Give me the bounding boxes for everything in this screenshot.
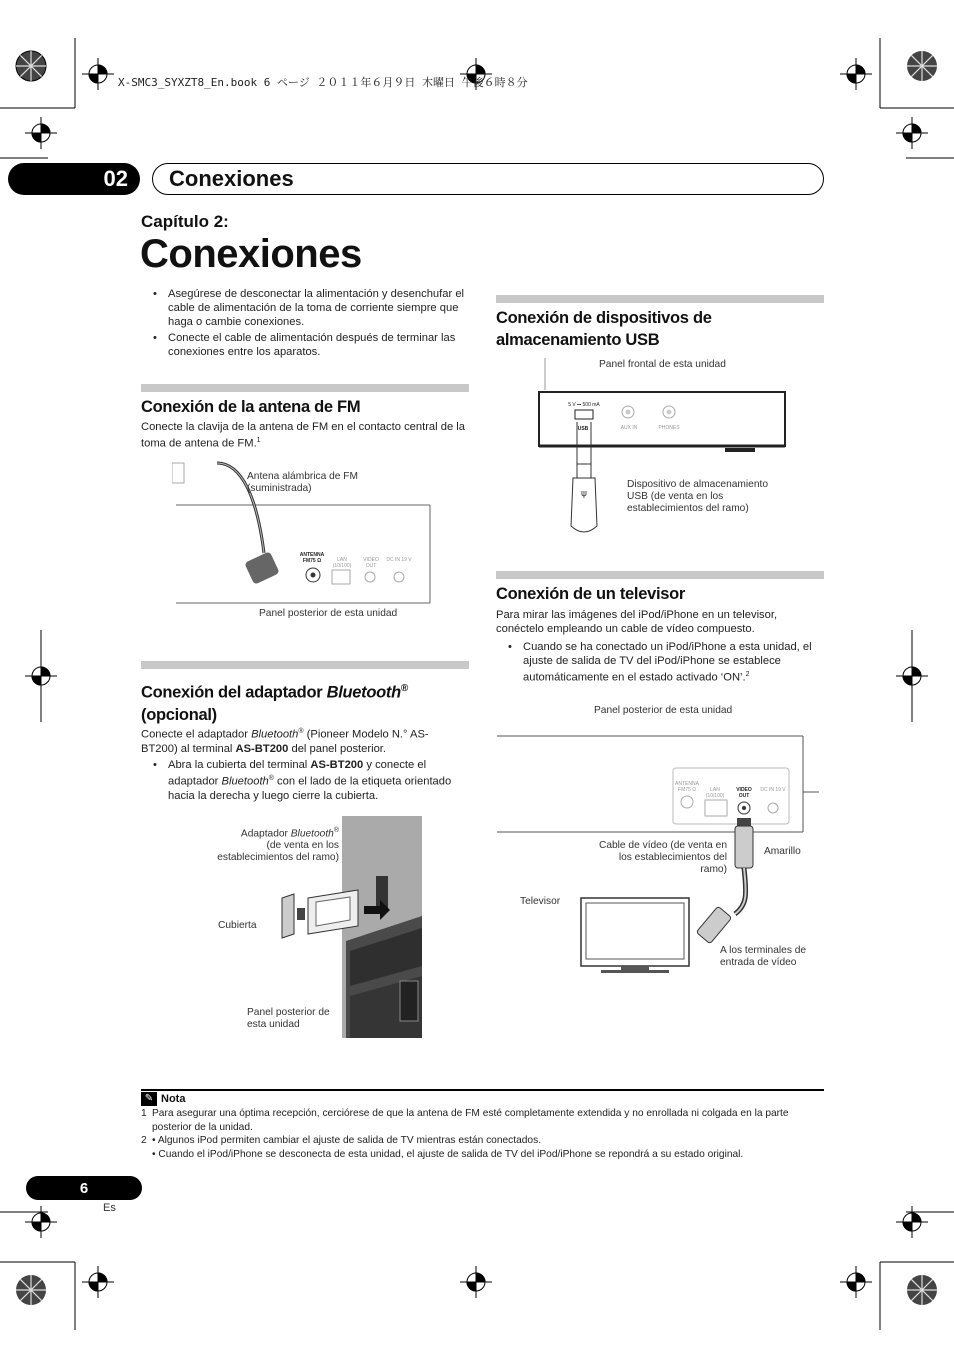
jack-label-dc: DC IN 19 V [760,787,786,793]
list-item: • Asegúrese de desconectar la alimentación y desenchufar el cable de alimentación de la toma de corriente siempre que haga o cambie conexiones. [141,287,471,329]
intro-bullets [141,287,471,361]
fm-section-title: Conexión de la antena de FM [141,398,361,416]
jack-label-antenna: ANTENNA FM75 Ω [675,781,699,793]
tv-text: Para mirar las imágenes del iPod/iPhone en un televisor, conéctelo empleando un cable de vídeo compuesto. [496,609,778,635]
footnote-ref: 1 [256,437,261,444]
jack-label-video: VIDEO OUT [736,787,752,799]
section-divider [141,661,469,669]
page-number: 6 [26,1176,142,1200]
usb-front-label: Panel frontal de esta unidad [599,359,726,370]
bt-bullets [141,758,461,805]
fm-text: Conecte la clavija de la antena de FM en el contacto central de la toma de antena de FM.$^1$ [141,421,466,450]
tv-bullets [496,640,824,687]
tv-panel-label: Panel posterior de esta unidad [594,705,733,716]
usb-rating-label: 5 V ⎓ 500 mA [568,402,600,408]
jack-label-aux: AUX IN [620,425,638,431]
jack-label-video: VIDEO OUT [363,557,379,569]
jack-label-dc: DC IN 19 V [386,557,412,563]
tv-input-label: A los terminales de entrada de vídeo [720,945,807,968]
chapter-number-badge: 02 [8,163,140,195]
section-divider [141,384,469,392]
list-item: • Abra la cubierta del terminal AS-BT200 y conecte el adaptador Bluetooth® con el lado de la etiqueta orientado hacia la derecha y luego cierre la cubierta. [141,758,461,803]
chapter-label: Capítulo 2: [141,212,229,231]
tv-section-title: Conexión de un televisor [496,585,686,603]
list-item: • Conecte el cable de alimentación después de terminar las conexiones entre los aparatos. [141,331,471,359]
jack-label-lan: LAN (10/100) [705,787,725,799]
bt-panel-label: Panel posterior de esta unidad [247,1007,330,1030]
note-heading: ✎ Nota [141,1092,185,1106]
chapter-title: Conexiones [169,166,294,191]
print-header-line: X-SMC3_SYXZT8_En.book 6 ページ ２０１１年６月９日 木曜日 午後６時８分 [118,76,528,89]
jack-label-phones: PHONES [658,425,680,431]
section-divider [496,295,824,303]
bt-section-title: Conexión del adaptador Bluetooth® (opcional) [141,683,408,724]
bt-text: Conecte el adaptador Bluetooth® (Pioneer Modelo N.° AS-BT200) al terminal AS-BT200 del panel posterior. [141,728,429,755]
jack-label-usb: USB [577,426,589,432]
list-item: • Cuando el iPod/iPhone se desconecta de esta unidad, el ajuste de salida de TV del iPod/iPhone se repondrá a su estado original. [152,1148,744,1160]
list-item: 2 • Algunos iPod permiten cambiar el ajuste de salida de TV mientras están conectados. [141,1135,542,1146]
list-item: • Cuando se ha conectado un iPod/iPhone a esta unidad, el ajuste de salida de TV del iPod/iPhone se establece automáticamente en el estado activado ‘ON’.$^2$ [496,640,824,685]
section-divider [496,571,824,579]
fm-antenna-label: Antena alámbrica de FM (suministrada) [247,471,358,494]
chapter-title-bar [152,163,824,195]
jack-label-antenna: ANTENNA FM75 Ω [299,552,325,564]
pencil-icon: ✎ [141,1092,157,1106]
usb-section-title: Conexión de dispositivos de almacenamiento USB [496,309,712,349]
footnote-ref: 2 [745,671,750,678]
note-list [141,1107,824,1161]
usb-device-label: Dispositivo de almacenamiento USB (de venta en los establecimientos del ramo) [627,479,768,514]
fm-panel-label: Panel posterior de esta unidad [259,608,398,619]
tv-tv-label: Televisor [520,896,561,907]
jack-label-lan: LAN (10/100) [332,557,352,569]
page-language: Es [103,1202,116,1214]
tv-cable-label: Cable de vídeo (de venta en los establecimientos del ramo) [598,840,727,875]
bt-cover-label: Cubierta [218,920,257,931]
bt-adapter-label: Adaptador Bluetooth® (de venta en los establecimientos del ramo) [217,827,339,864]
page-title: Conexiones [140,232,362,276]
tv-yellow-label: Amarillo [764,846,801,857]
note-divider [141,1089,824,1091]
list-item: 1 Para asegurar una óptima recepción, cerciórese de que la antena de FM esté completamente extendida y no enrollada ni colgada en la parte posterior de la unidad. [141,1108,789,1133]
svg-text:ψ: ψ [581,489,587,499]
